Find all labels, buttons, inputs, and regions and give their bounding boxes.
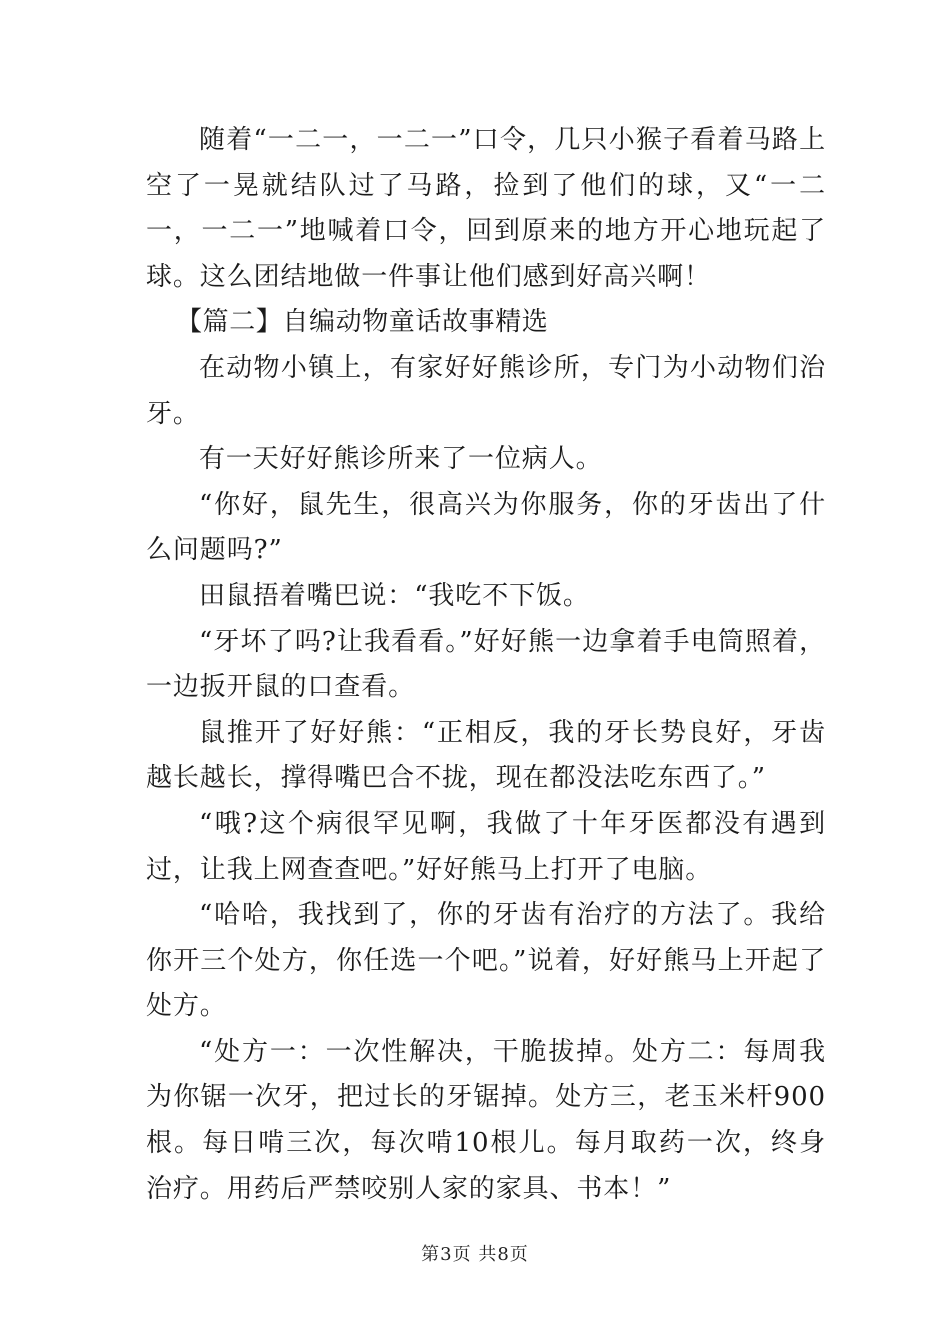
- paragraph-clinic-intro: 在动物小镇上，有家好好熊诊所，专门为小动物们治牙。: [146, 352, 826, 429]
- paragraph-mouse-complaint: 田鼠捂着嘴巴说：“我吃不下饭。: [199, 580, 590, 611]
- paragraph-greeting: “你好，鼠先生，很高兴为你服务，你的牙齿出了什么问题吗?”: [146, 489, 826, 566]
- paragraph-prescriptions: “处方一：一次性解决，干脆拔掉。处方二：每周我为你锯一次牙，把过长的牙锯掉。处方三，老玉米杆900根。每日啃三次，每次啃10根儿。每月取药一次，终身治疗。用药后严禁咬别人家的家具、书本！”: [146, 1036, 826, 1204]
- paragraph-monkeys-ending: 随着“一二一，一二一”口令，几只小猴子看着马路上空了一晃就结队过了马路，捡到了他们的球，又“一二一，一二一”地喊着口令，回到原来的地方开心地玩起了球。这么团结地做一件事让他们感到好高兴啊！: [146, 125, 826, 292]
- paragraph-bear-checks: “牙坏了吗?让我看看。”好好熊一边拿着手电筒照着，一边扳开鼠的口查看。: [146, 626, 826, 703]
- paragraph-patient-arrives: 有一天好好熊诊所来了一位病人。: [199, 444, 603, 475]
- page-number-footer: 第3页 共8页: [421, 1244, 529, 1265]
- paragraph-found-cure: “哈哈，我找到了，你的牙齿有治疗的方法了。我给你开三个处方，你任选一个吧。”说着，好好熊马上开起了处方。: [146, 900, 826, 1022]
- section-heading: 【篇二】自编动物童话故事精选: [176, 307, 549, 338]
- paragraph-mouse-explains: 鼠推开了好好熊：“正相反，我的牙长势良好，牙齿越长越长，撑得嘴巴合不拢，现在都没法吃东西了。”: [146, 717, 826, 794]
- paragraph-rare-disease: “哦?这个病很罕见啊，我做了十年牙医都没有遇到过，让我上网查查吧。”好好熊马上打开了电脑。: [146, 808, 826, 885]
- document-body: [146, 118, 826, 1212]
